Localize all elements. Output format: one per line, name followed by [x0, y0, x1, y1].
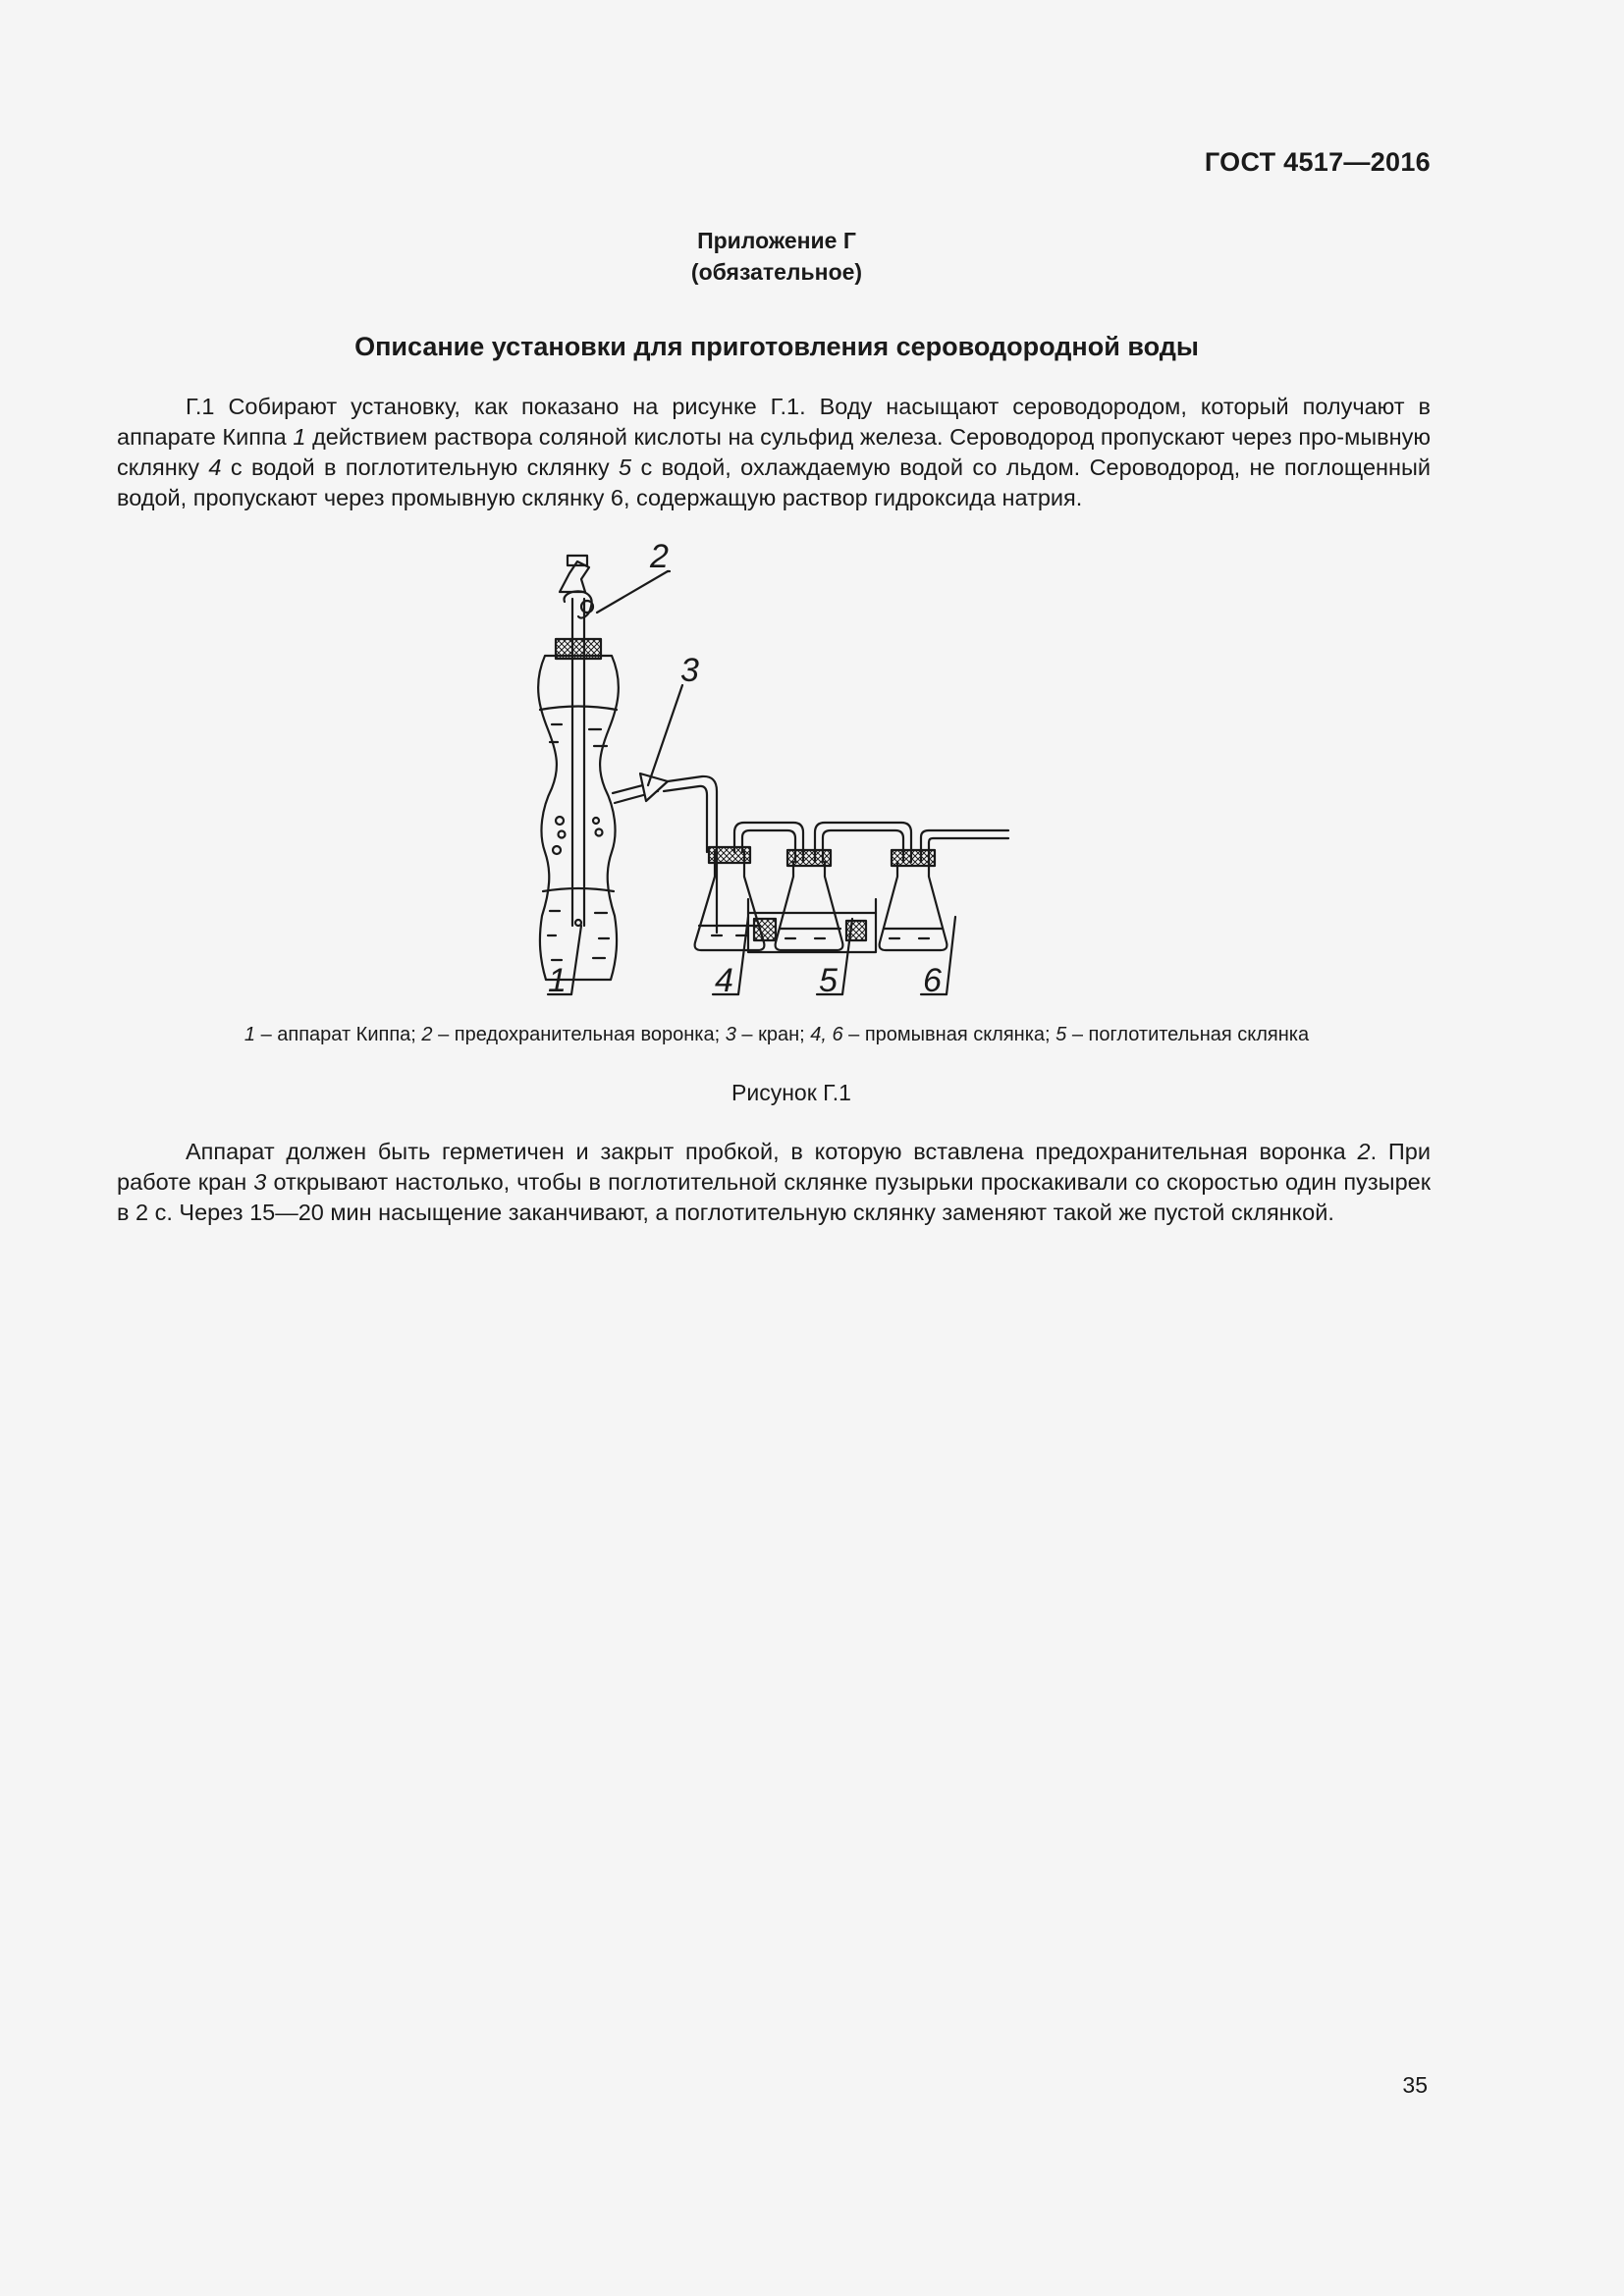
callout-2: 2: [650, 538, 669, 575]
kipp-apparatus: [538, 556, 717, 980]
callout-5: 5: [819, 962, 838, 999]
section-title: Описание установки для приготовления сероводородной воды: [354, 332, 1199, 361]
callout-4: 4: [715, 962, 733, 999]
paragraph-operation: [117, 1137, 1431, 1228]
legend-number: 5: [1056, 1024, 1067, 1045]
text-run: с водой в поглотительную склянку: [221, 454, 620, 480]
text-run: . При работе кран: [117, 1139, 1431, 1195]
ref-number: 2: [1357, 1139, 1371, 1164]
wash-bottle-6: [880, 830, 1008, 950]
legend-number: 4, 6: [810, 1024, 843, 1045]
appendix-status: (обязательное): [690, 259, 863, 285]
callout-3: 3: [680, 652, 699, 689]
legend-number: 3: [725, 1024, 736, 1045]
text-run: открывают настолько, чтобы в поглотительной склянке пузырьки проскакивали со скоростью один пузырек в 2 с. Через 15—20 мин насыщение заканчивают, а поглотительную склянку заменяют такой же пустой склянкой.: [117, 1169, 1431, 1225]
ref-number: 3: [253, 1169, 267, 1195]
absorber-bottle-5: [748, 823, 911, 952]
ref-number: 4: [208, 454, 222, 480]
figure-caption: Рисунок Г.1: [731, 1080, 851, 1105]
figure-legend: [0, 1024, 1553, 1046]
legend-number: 2: [421, 1024, 433, 1045]
text-run: Г.1 Собирают установку, как показано на рисунке Г.1. Воду насыщают сероводородом, который получают в аппарате Киппа: [117, 394, 1431, 450]
legend-text: – аппарат Киппа;: [255, 1024, 422, 1045]
legend-text: – поглотительная склянка: [1066, 1024, 1310, 1045]
appendix-title: Приложение Г: [697, 228, 856, 253]
legend-text: – кран;: [735, 1024, 811, 1045]
callout-1: 1: [548, 962, 567, 999]
legend-text: – предохранительная воронка;: [432, 1024, 726, 1045]
text-run: действием раствора соляной кислоты на сульфид железа. Сероводород пропускают через про-мывную склянку: [117, 424, 1431, 480]
figure-g1: [491, 538, 1021, 1009]
text-run: с водой, охлаждаемую водой со льдом. Сероводород, не поглощенный водой, пропускают через промывную склянку 6, содержащую раствор гидроксида натрия.: [117, 454, 1431, 510]
appendix-heading: [0, 225, 1553, 288]
text-run: Аппарат должен быть герметичен и закрыт пробкой, в которую вставлена предохранительная воронка: [186, 1139, 1358, 1164]
ref-number: 1: [293, 424, 306, 450]
apparatus-drawing: [491, 538, 1021, 1009]
legend-text: – промывная склянка;: [842, 1024, 1056, 1045]
page-number: 35: [1402, 2072, 1428, 2098]
legend-number: 1: [244, 1024, 256, 1045]
paragraph-g1: [117, 392, 1431, 513]
callout-6: 6: [923, 962, 942, 999]
standard-number: ГОСТ 4517—2016: [1204, 147, 1431, 177]
ref-number: 5: [619, 454, 632, 480]
